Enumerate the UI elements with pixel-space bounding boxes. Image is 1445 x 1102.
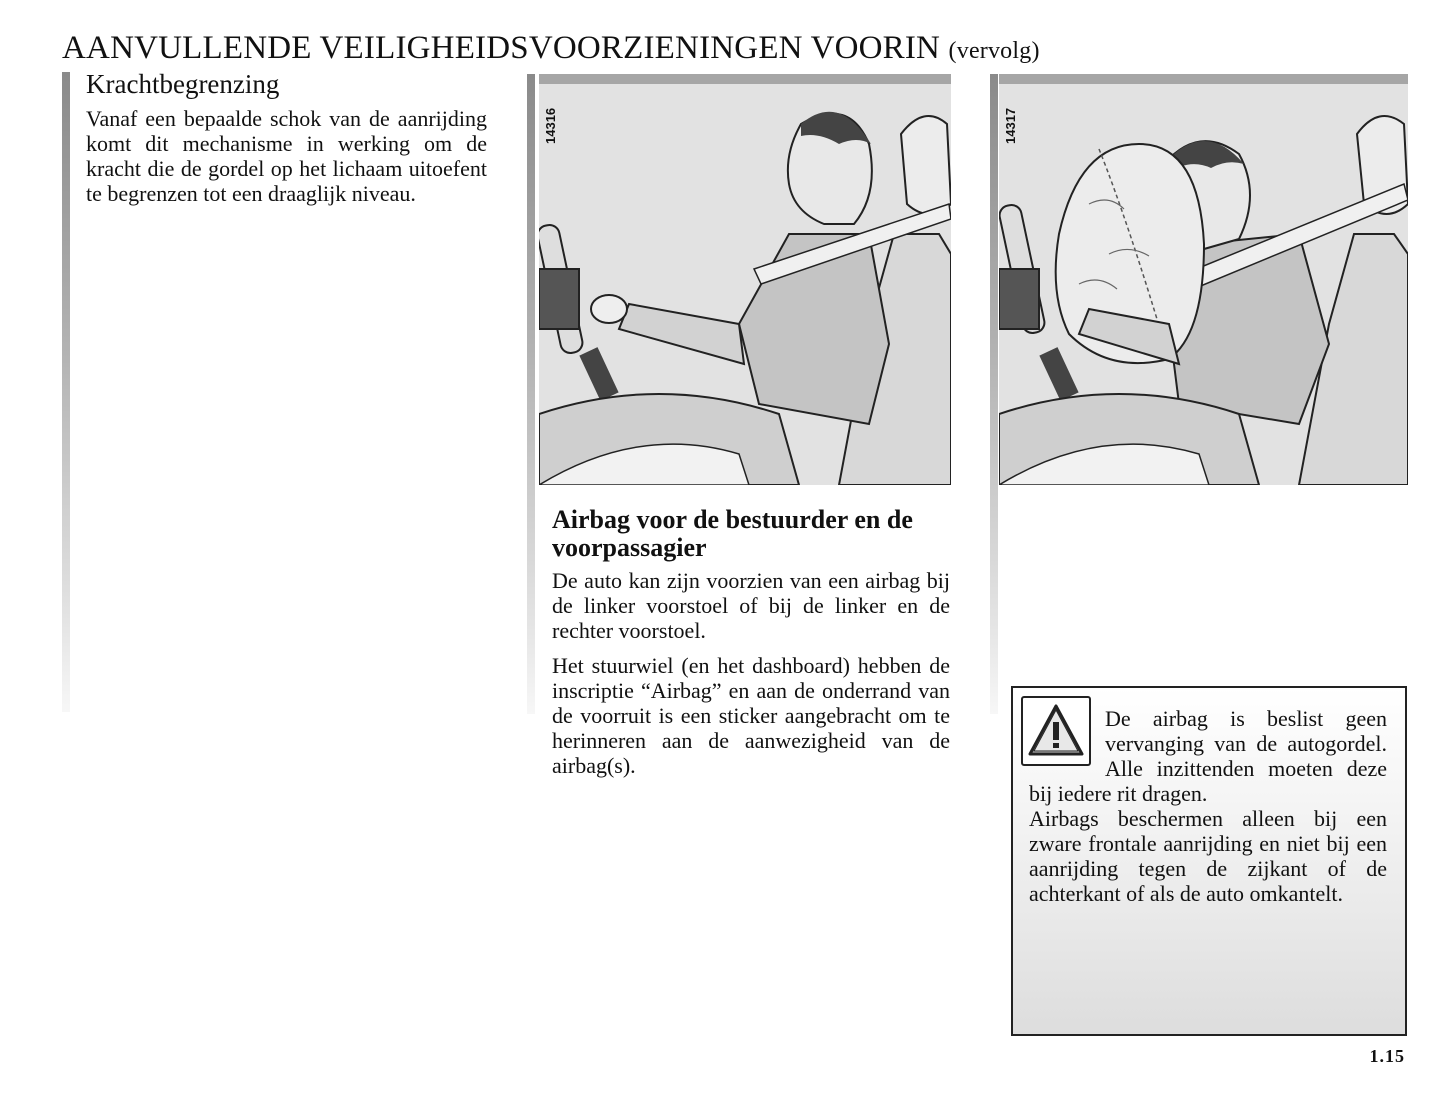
left-margin-bar (62, 72, 70, 712)
force-limiter-text: Vanaf een bepaalde schok van de aanrijding komt dit mechanisme in werking om de kracht die de gordel op het lichaam uitoefent te begrenzen tot een draaglijk niveau. (86, 106, 487, 206)
force-limiter-heading: Krachtbegrenzing (86, 69, 280, 99)
page-title-text: AANVULLENDE VEILIGHEIDSVOORZIENINGEN VOORIN (62, 30, 941, 66)
airbag-heading: Airbag voor de bestuurder en de voorpassagier (552, 505, 913, 562)
airbag-section (552, 506, 950, 788)
figure-number: 14317 (1003, 107, 1018, 144)
driver-with-deployed-airbag-illustration (999, 84, 1408, 485)
figure-driver-airbag (999, 74, 1408, 485)
airbag-paragraph-1: De auto kan zijn voorzien van een airbag bij de linker voorstoel of bij de linker en de rechter voorstoel. (552, 568, 950, 643)
middle-margin-bar (527, 74, 535, 714)
right-margin-bar (990, 74, 998, 714)
figure-number: 14316 (543, 107, 558, 144)
force-limiter-section (86, 70, 487, 216)
page-title (62, 30, 1040, 67)
warning-box (1011, 686, 1407, 1036)
warning-text-1: De airbag is beslist geen vervanging van de autogordel. Alle inzittenden moeten deze bij iedere rit dragen. (1029, 706, 1387, 806)
airbag-paragraph-2: Het stuurwiel (en het dashboard) hebben de inscriptie “Airbag” en aan de onderrand van de voorruit is een sticker aangebracht om te herinneren aan de aanwezigheid van de airbag(s). (552, 653, 950, 778)
page-number: 1.15 (1369, 1046, 1405, 1066)
warning-text-2: Airbags beschermen alleen bij een zware frontale aanrijding en niet bij een aanrijding tegen de zijkant of de achterkant of als de auto omkantelt. (1029, 806, 1387, 906)
page-title-suffix: (vervolg) (948, 38, 1040, 64)
warning-triangle-icon (1021, 696, 1091, 766)
driver-with-seatbelt-illustration (539, 84, 951, 485)
figure-driver-seatbelt (539, 74, 951, 485)
